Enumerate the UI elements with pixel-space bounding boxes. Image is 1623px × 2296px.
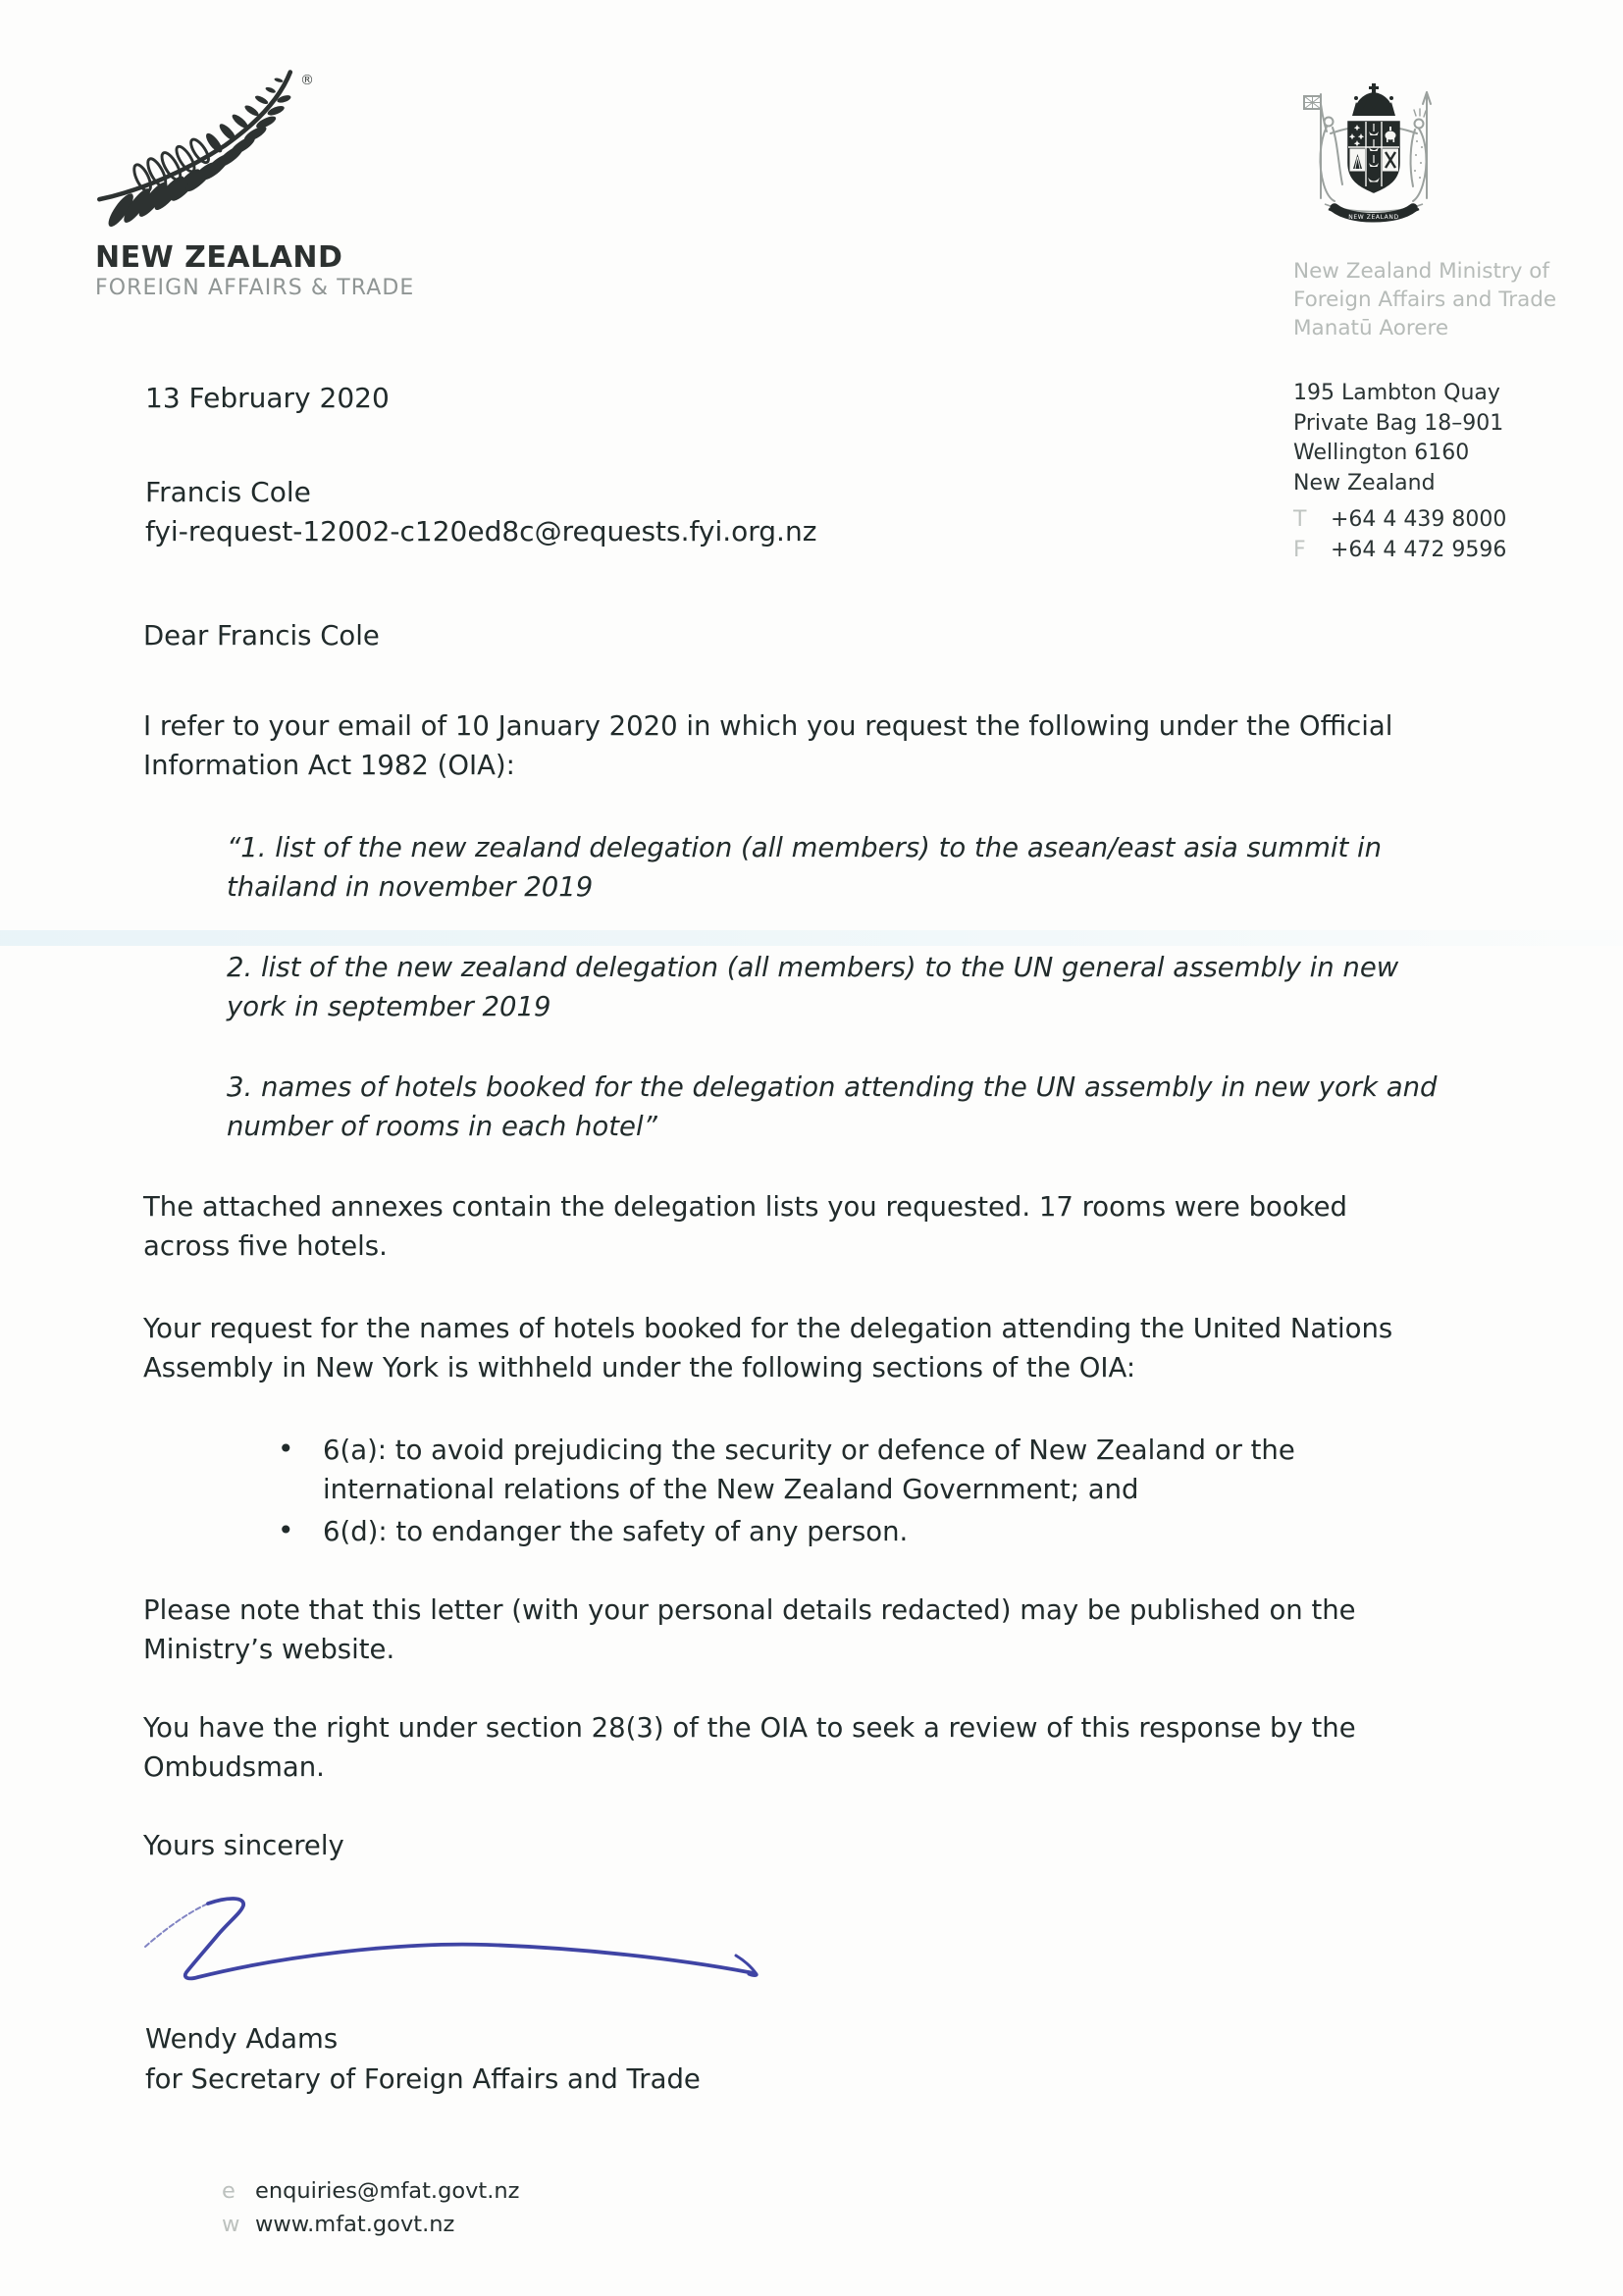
logo-wordmark: NEW ZEALAND xyxy=(95,240,343,275)
phone-number: +64 4 439 8000 xyxy=(1331,507,1507,532)
address-line: 195 Lambton Quay xyxy=(1293,381,1500,405)
letter-body xyxy=(143,616,1438,1865)
response-paragraph-2: Your request for the names of hotels booked for the delegation attending the United Nations Assembly in New York is withheld under the following sections of the OIA: xyxy=(143,1313,1393,1383)
signer-name: Wendy Adams xyxy=(145,2023,339,2055)
ministry-caption xyxy=(1293,257,1556,342)
fax-number: +64 4 472 9596 xyxy=(1331,538,1507,562)
phone-label: T xyxy=(1293,507,1307,532)
signer-block xyxy=(145,2019,701,2100)
website-value: www.mfat.govt.nz xyxy=(255,2212,455,2237)
address-line: New Zealand xyxy=(1293,470,1436,496)
contact-numbers xyxy=(1293,504,1506,565)
footer-email-row xyxy=(222,2174,519,2208)
silver-fern-icon xyxy=(92,65,298,244)
withheld-section-item: • 6(d): to endanger the safety of any person. xyxy=(278,1512,1419,1551)
recipient-name: Francis Cole xyxy=(145,476,311,508)
salutation: Dear Francis Cole xyxy=(143,620,380,652)
crest-scroll-text: NEW ZEALAND xyxy=(1348,214,1399,221)
ministry-caption-line: Manatū Aorere xyxy=(1293,316,1449,340)
email-label: e xyxy=(222,2178,236,2204)
signature xyxy=(143,1896,771,1986)
closing: Yours sincerely xyxy=(143,1830,344,1861)
phone-row xyxy=(1293,504,1506,535)
ministry-caption-line: Foreign Affairs and Trade xyxy=(1293,287,1557,312)
signer-title: for Secretary of Foreign Affairs and Trade xyxy=(145,2063,701,2095)
footer-contacts xyxy=(222,2174,519,2241)
publication-note: Please note that this letter (with your personal details redacted) may be published on the Ministry’s website. xyxy=(143,1594,1356,1665)
review-rights-note: You have the right under section 28(3) of the OIA to seek a review of this response by the Ombudsman. xyxy=(143,1712,1356,1783)
website-label: w xyxy=(222,2212,240,2237)
logo-subtitle: FOREIGN AFFAIRS & TRADE xyxy=(95,276,415,300)
recipient-email: fyi-request-12002-c120ed8c@requests.fyi.org.nz xyxy=(145,515,817,548)
fax-label: F xyxy=(1293,538,1306,562)
withheld-section-item: • 6(a): to avoid prejudicing the security or defence of New Zealand or the international relations of the New Zealand Government; and xyxy=(278,1431,1419,1509)
address-line: Private Bag 18–901 xyxy=(1293,410,1504,436)
footer-website-row xyxy=(222,2208,519,2241)
withheld-sections-list xyxy=(278,1431,1419,1551)
request-item-2: 2. list of the new zealand delegation (all members) to the UN general assembly in new york in september 2019 xyxy=(227,952,1399,1022)
sender-address xyxy=(1293,379,1503,498)
intro-paragraph: I refer to your email of 10 January 2020 in which you request the following under the Official Information Act 1982 (OIA): xyxy=(143,710,1393,781)
letter-date: 13 February 2020 xyxy=(145,382,390,414)
address-line: Wellington 6160 xyxy=(1293,441,1470,465)
email-value: enquiries@mfat.govt.nz xyxy=(255,2178,520,2204)
ministry-caption-line: New Zealand Ministry of xyxy=(1293,259,1549,284)
coat-of-arms-icon xyxy=(1291,82,1456,239)
response-paragraph-1: The attached annexes contain the delegation lists you requested. 17 rooms were booked across five hotels. xyxy=(143,1191,1347,1262)
request-item-1: “1. list of the new zealand delegation (all members) to the asean/east asia summit in thailand in november 2019 xyxy=(227,832,1383,903)
recipient-block xyxy=(145,473,816,551)
registered-trademark-symbol: ® xyxy=(300,73,314,88)
quoted-request xyxy=(227,828,1443,1146)
fax-row xyxy=(1293,535,1506,565)
request-item-3: 3. names of hotels booked for the delegation attending the UN assembly in new york and number of rooms in each hotel” xyxy=(227,1071,1438,1142)
